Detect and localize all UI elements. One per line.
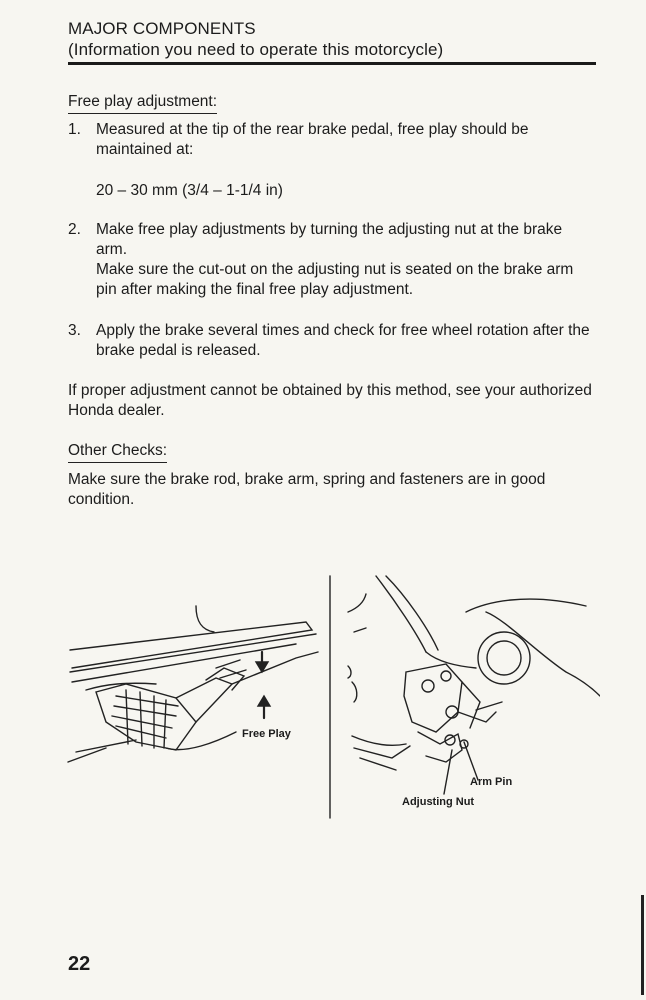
arm-pin-label: Arm Pin xyxy=(470,776,513,788)
frame-curve xyxy=(196,606,214,632)
page-number: 22 xyxy=(68,953,91,975)
adjusting-nut-label: Adjusting Nut xyxy=(402,796,475,808)
free-play-spec: 20 – 30 mm (3/4 – 1-1/4 in) xyxy=(96,182,283,199)
other-checks-heading: Other Checks: xyxy=(68,441,167,463)
section-subtitle: (Information you need to operate this motorcycle) xyxy=(68,40,444,59)
step-number: 1. xyxy=(68,121,81,138)
page-header xyxy=(68,18,596,60)
footrest-bar-top xyxy=(70,622,312,668)
step-text: Apply the brake several times and check for free wheel rotation after the brake pedal is released. xyxy=(96,322,590,359)
arm-pin-leader xyxy=(464,742,478,780)
other-checks-text: Make sure the brake rod, brake arm, spring and fasteners are in good condition. xyxy=(68,471,546,508)
section-title: MAJOR COMPONENTS xyxy=(68,19,256,38)
header-rule xyxy=(68,62,596,65)
adjusting-nut-leader xyxy=(444,750,452,794)
step-2 xyxy=(68,220,596,300)
step-text-continued: Make sure the cut-out on the adjusting nut is seated on the brake arm pin after making the final free play adjustment. xyxy=(96,261,574,298)
brake-arm xyxy=(404,664,462,732)
brake-pedal xyxy=(96,684,196,750)
step-number: 3. xyxy=(68,322,81,339)
free-play-label: Free Play xyxy=(242,728,291,740)
step-text: Make free play adjustments by turning the adjusting nut at the brake arm. xyxy=(96,221,563,258)
brake-illustration xyxy=(66,572,600,832)
step-1 xyxy=(68,120,596,160)
dealer-note: If proper adjustment cannot be obtained by this method, see your authorized Honda dealer. xyxy=(68,382,592,419)
step-number: 2. xyxy=(68,221,81,238)
free-play-heading: Free play adjustment: xyxy=(68,92,217,114)
step-3 xyxy=(68,321,596,361)
step-text: Measured at the tip of the rear brake pedal, free play should be maintained at: xyxy=(96,121,529,158)
arrow-up-icon xyxy=(258,696,270,706)
brake-drawing xyxy=(66,572,600,832)
page-edge-mark xyxy=(641,895,644,995)
